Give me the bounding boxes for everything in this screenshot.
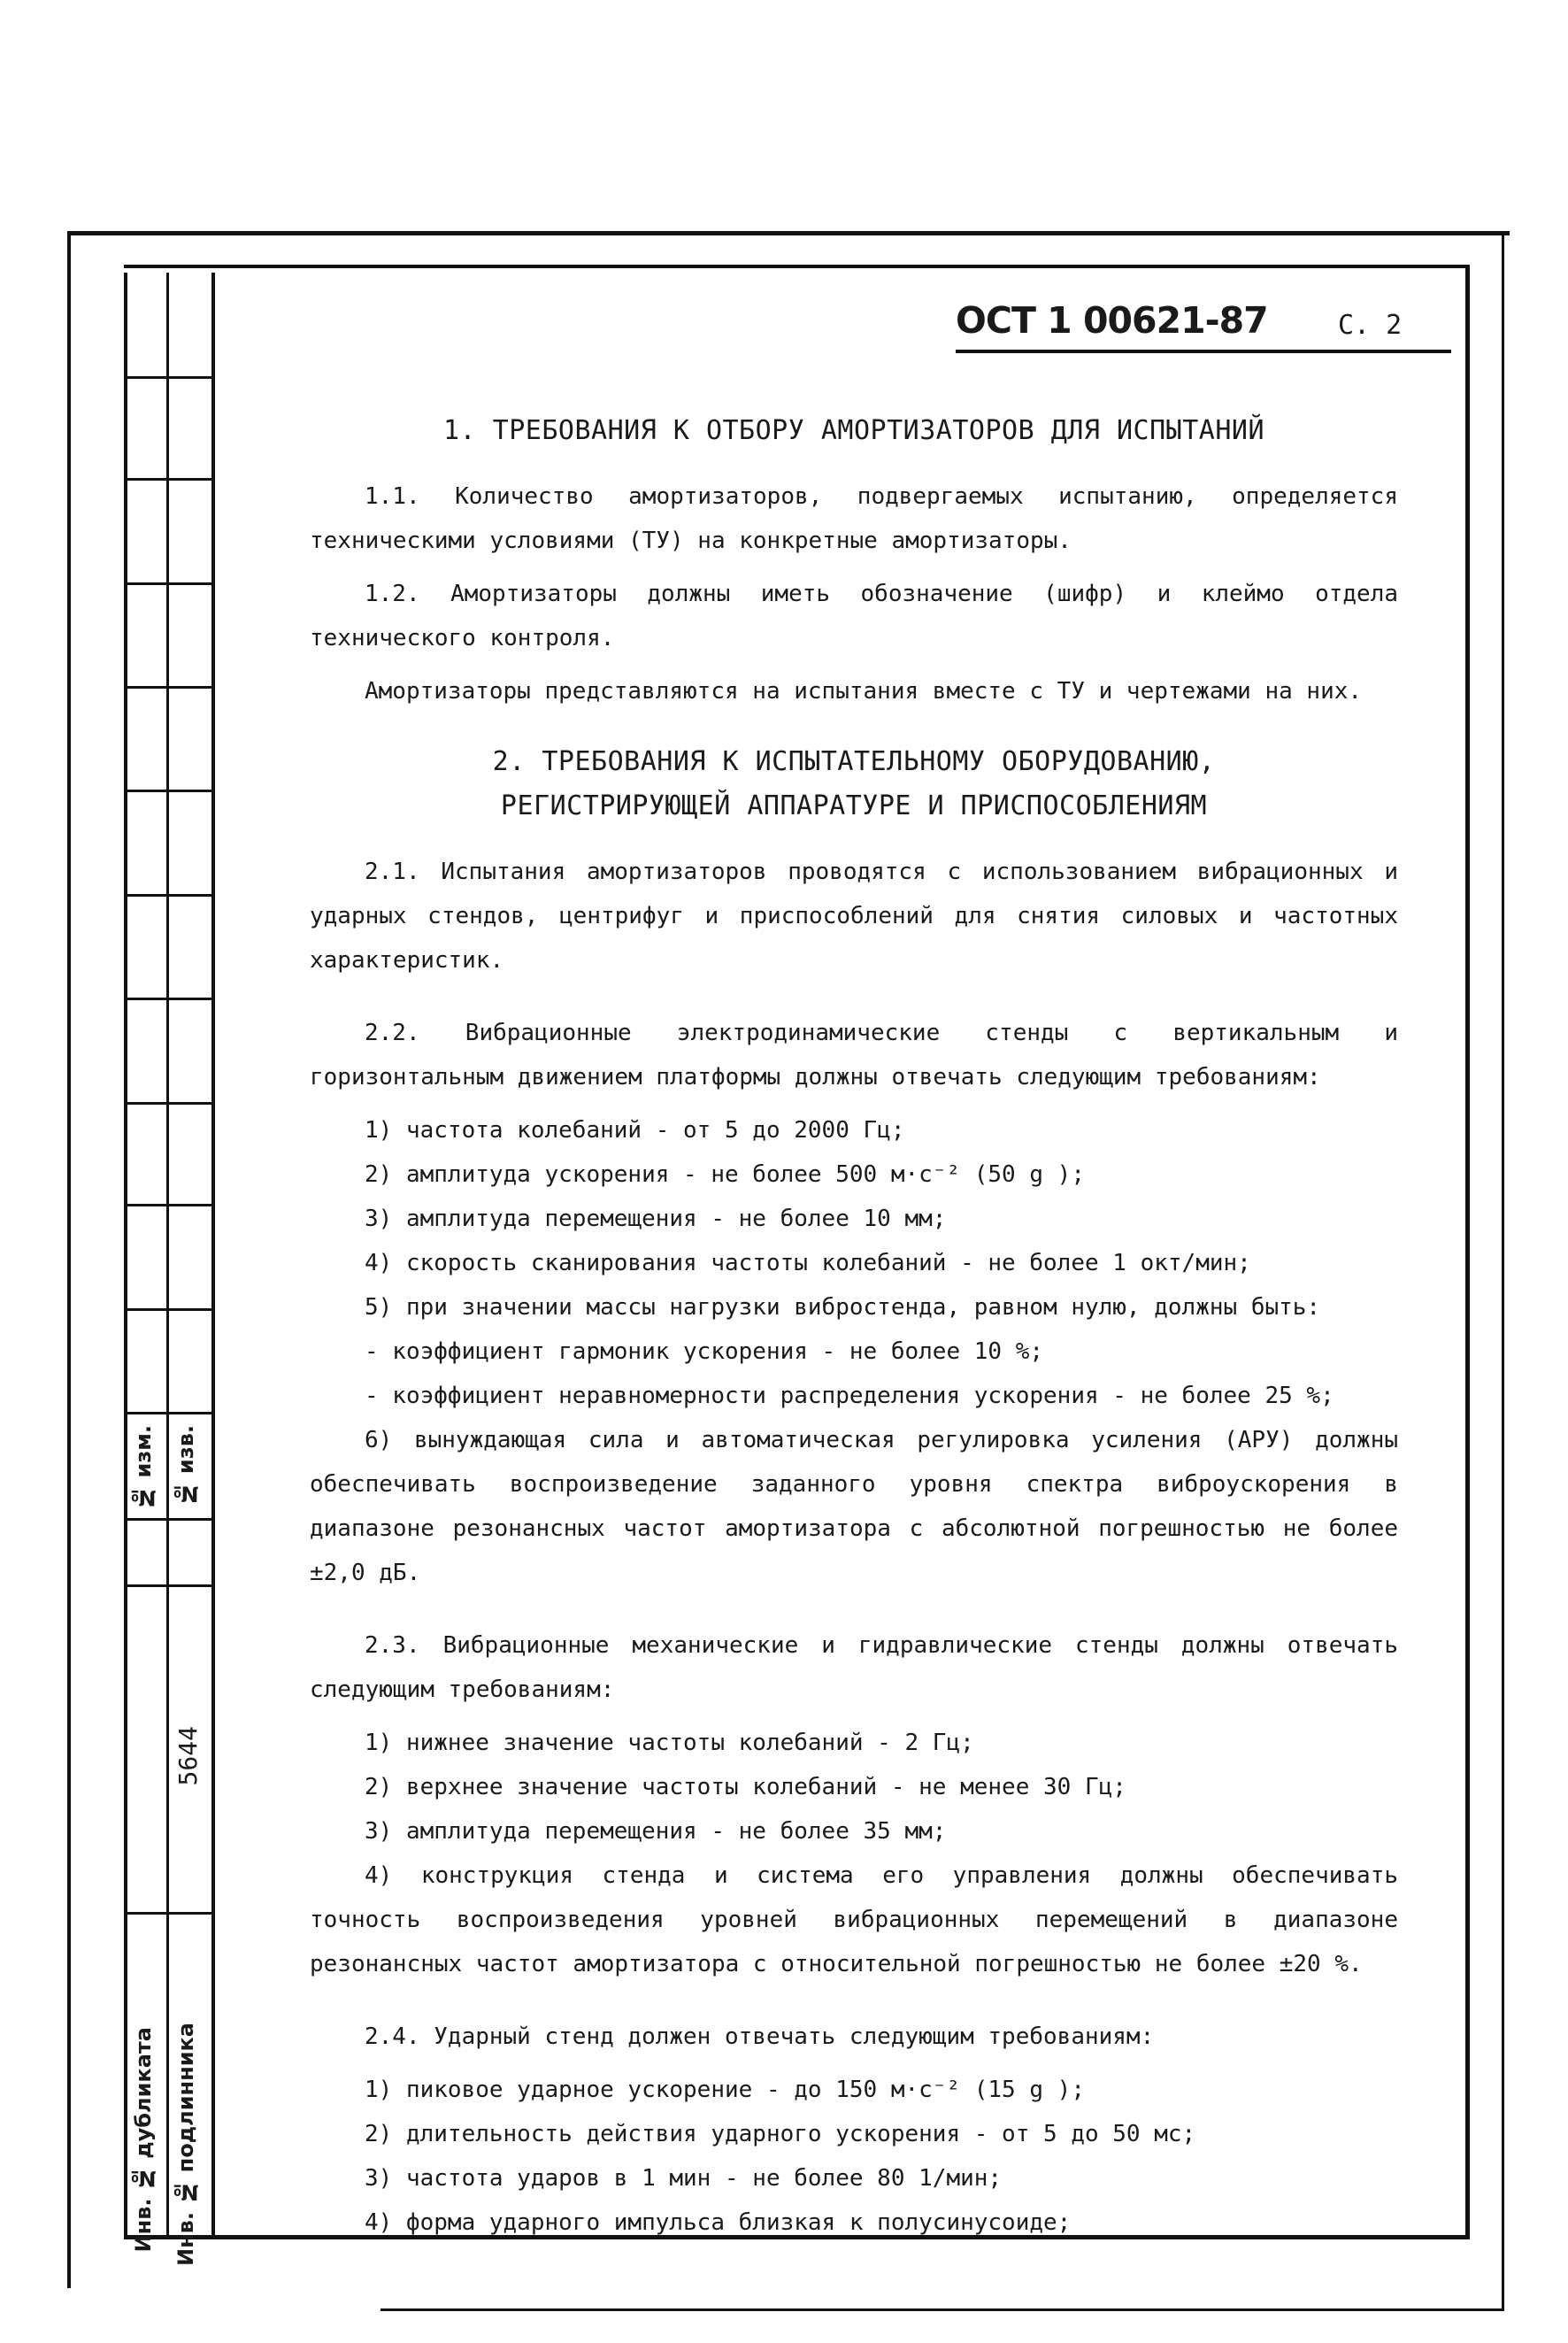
list-item: 2) верхнее значение частоты колебаний - не менее 30 Гц;	[365, 1774, 1126, 1800]
section2-title-line2: РЕГИСТРИРУЮЩЕЙ АППАРАТУРЕ И ПРИСПОСОБЛЕНИЯМ	[500, 790, 1208, 821]
side-stamp-rule	[124, 686, 211, 689]
header-underline	[956, 350, 1451, 353]
list-item: 1) нижнее значение частоты колебаний - 2 Гц;	[365, 1730, 974, 1756]
frame-outer-right-line	[1502, 231, 1504, 2311]
section1-title: 1. ТРЕБОВАНИЯ К ОТБОРУ АМОРТИЗАТОРОВ ДЛЯ ИСПЫТАНИЙ	[442, 415, 1265, 446]
side-stamp-rule	[124, 582, 211, 585]
side-stamp-rule	[124, 376, 211, 379]
side-stamp-strip	[124, 273, 215, 2238]
side-stamp-rule	[124, 1518, 211, 1521]
page-number: С. 2	[1338, 310, 1403, 341]
side-stamp-divider	[166, 273, 169, 2238]
side-stamp-rule	[124, 1308, 211, 1311]
paragraph-2-4: 2.4. Ударный стенд должен отвечать следующим требованиям:	[365, 2023, 1155, 2050]
podlinnik-label: Инв. № подлинника	[173, 2023, 198, 2266]
section2-title-line1: 2. ТРЕБОВАНИЯ К ИСПЫТАТЕЛЬНОМУ ОБОРУДОВАНИЮ,	[492, 746, 1216, 777]
list-item: 2) длительность действия ударного ускорения - от 5 до 50 мс;	[365, 2121, 1196, 2147]
paragraph-1-3: Амортизаторы представляются на испытания вместе с ТУ и чертежами на них.	[365, 678, 1363, 705]
document-code: ОСТ 1 00621-87	[956, 299, 1268, 342]
paragraph-2-2: 2.2. Вибрационные электродинамические стенды с вертикальным и горизонтальным движением платформы должны отвечать следующим требованиям:	[310, 1020, 1398, 1091]
list-item: 1) частота колебаний - от 5 до 2000 Гц;	[365, 1117, 905, 1144]
side-stamp-rule	[124, 790, 211, 792]
side-stamp-rule	[124, 1912, 211, 1915]
list-item: 1) пиковое ударное ускорение - до 150 м·с⁻² (15 g );	[365, 2077, 1085, 2103]
frame-outer-bottom-line	[380, 2308, 1504, 2311]
dash-item: - коэффициент неравномерности распределения ускорения - не более 25 %;	[365, 1383, 1334, 1409]
paragraph-2-3: 2.3. Вибрационные механические и гидравлические стенды должны отвечать следующим требованиям:	[310, 1632, 1398, 1703]
dash-item: - коэффициент гармоник ускорения - не более 10 %;	[365, 1338, 1044, 1365]
frame-left-line	[67, 235, 71, 2288]
paragraph-2-1: 2.1. Испытания амортизаторов проводятся с использованием вибрационных и ударных стендов, центрифуг и приспособлений для снятия силовых и частотных характеристик.	[310, 859, 1398, 974]
side-stamp-rule	[124, 478, 211, 481]
paragraph-1-1: 1.1. Количество амортизаторов, подвергаемых испытанию, определяется техническими условиями (ТУ) на конкретные амортизаторы.	[310, 483, 1398, 554]
frame-top-line	[67, 231, 1510, 235]
podlinnik-number: 5644	[173, 1726, 203, 1786]
list-item: 2) амплитуда ускорения - не более 500 м·с⁻² (50 g );	[365, 1161, 1085, 1188]
side-stamp-rule	[124, 894, 211, 897]
document-body	[310, 389, 1398, 2245]
list-item: 3) амплитуда перемещения - не более 35 мм;	[365, 1818, 947, 1845]
paragraph-2-3-item4: 4) конструкция стенда и система его управления должны обеспечивать точность воспроизведения уровней вибрационных перемещений в диапазоне резонансных частот амортизатора с относительной погрешностью не более ±20 %.	[310, 1862, 1398, 1977]
list-item: 4) форма ударного импульса близкая к полусинусоиде;	[365, 2209, 1072, 2236]
dublikat-label: Инв. № дубликата	[131, 2027, 156, 2253]
paragraph-1-2: 1.2. Амортизаторы должны иметь обозначение (шифр) и клеймо отдела технического контроля.	[310, 581, 1398, 651]
frame-inner-right-line	[1465, 265, 1470, 2239]
izm-label: № изм.	[131, 1425, 156, 1510]
side-stamp-rule	[124, 1204, 211, 1206]
side-stamp-rule	[124, 1412, 211, 1414]
frame-inner-top-line	[124, 265, 1469, 268]
paragraph-2-2-item6: 6) вынуждающая сила и автоматическая регулировка усиления (АРУ) должны обеспечивать воспроизведение заданного уровня спектра виброускорения в диапазоне резонансных частот амортизатора с абсолютной погрешностью не более ±2,0 дБ.	[310, 1427, 1398, 1586]
list-item: 4) скорость сканирования частоты колебаний - не более 1 окт/мин;	[365, 1250, 1251, 1276]
izv-label: № изв.	[173, 1425, 198, 1507]
list-item: 3) амплитуда перемещения - не более 10 мм;	[365, 1206, 947, 1232]
list-item: 5) при значении массы нагрузки вибростенда, равном нулю, должны быть:	[365, 1294, 1321, 1321]
side-stamp-rule	[124, 1102, 211, 1105]
list-item: 3) частота ударов в 1 мин - не более 80 1/мин;	[365, 2165, 1003, 2192]
section2-title	[310, 740, 1398, 829]
side-stamp-rule	[124, 1584, 211, 1587]
side-stamp-rule	[124, 998, 211, 1000]
